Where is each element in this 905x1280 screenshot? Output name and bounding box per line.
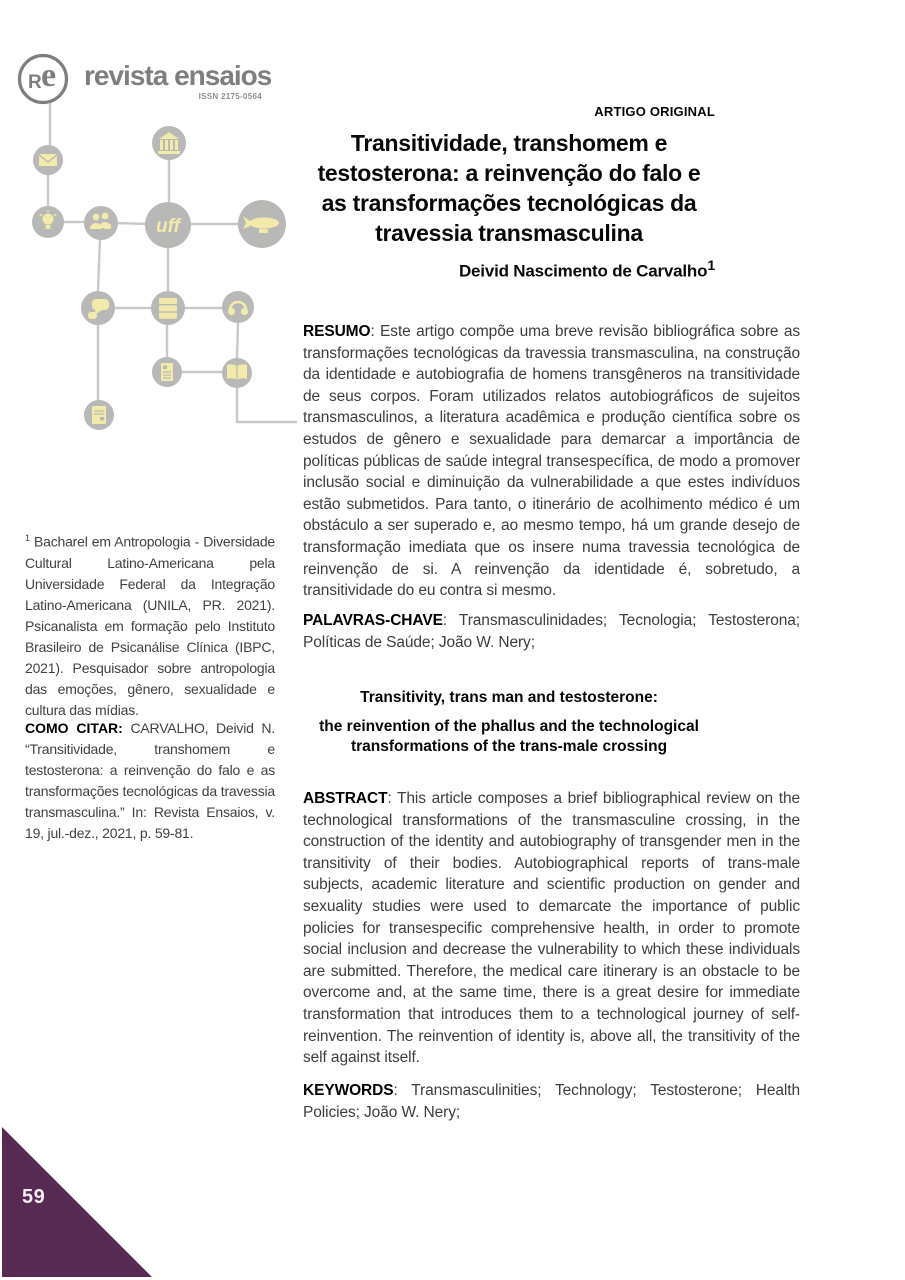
author-footnote (25, 528, 275, 721)
mail-icon (33, 145, 63, 175)
page-number: 59 (22, 1186, 46, 1208)
keywords-paragraph (303, 1080, 800, 1123)
footnote-text: Bacharel em Antropologia - Diversidade Cultural Latino-Americana pela Universidade Federal da Integração Latino-Americana (UNILA, PR. 2021). Psicanalista em formação pelo Instituto Brasileiro de Psicanálise Clínica (IBPC, 2021). Pesquisador sobre antropologia das emoções, gênero, sexualidade e cultura das mídias. (25, 533, 275, 718)
resumo-paragraph (303, 321, 800, 602)
title-en-line2: the reinvention of the phallus and the technological transformations of the trans-male crossing (319, 718, 699, 755)
open-book-icon (222, 358, 252, 388)
palavras-chave-paragraph (303, 610, 800, 653)
how-to-cite-label: COMO CITAR: (25, 720, 123, 736)
resumo-text: : Este artigo compõe uma breve revisão bibliográfica sobre as transformações tecnológicas da travessia transmasculina, na construção da identidade e autobiografia de homens transgêneros na transitividade de seus corpos. Foram utilizados relatos autobiográficos de sujeitos transmasculinos, a literatura acadêmica e produção científica sobre os estudos de gênero e sexualidade para demarcar a importância de políticas públicas de saúde integral transespecífica, de modo a promover inclusão social e diminuição da vulnerabilidade a que estes indivíduos estão submetidos. Para tanto, o itinerário de acolhimento médico é um obstáculo a ser superado e, ao mesmo tempo, há um grande desejo de transformação imediata que os insere numa travessia tecnológica de reinvenção de si. A reinvenção da identidade é, sobretudo, a transitividade do eu contra si mesmo. (303, 323, 800, 600)
logo-letter-e: e (41, 57, 57, 94)
svg-text:uff: uff (156, 216, 180, 237)
headphones-icon (222, 291, 254, 323)
how-to-cite (25, 718, 275, 844)
svg-text:R: R (28, 72, 42, 93)
title-en-line1: Transitivity, trans man and testosterone: (360, 689, 658, 706)
network-nodes (32, 126, 286, 430)
palavras-chave-label: PALAVRAS-CHAVE (303, 612, 443, 629)
card-icon (84, 400, 114, 430)
abstract-label: ABSTRACT (303, 790, 388, 807)
speech-bubbles-icon (81, 291, 115, 325)
book-stack-icon (151, 291, 185, 325)
author-name: Deivid Nascimento de Carvalho (458, 261, 708, 281)
author-footnote-ref: 1 (707, 258, 715, 274)
watermark-network-diagram (0, 98, 310, 563)
keywords-label: KEYWORDS (303, 1082, 394, 1099)
author-line (303, 258, 715, 282)
people-icon (84, 206, 118, 240)
abstract-text: : This article composes a brief bibliographical review on the technological transformations of the transmasculine crossing, in the construction of the identity and autobiography of transgender men in the transitivity of their bodies. Autobiographical reports of trans-male subjects, academic literature and scientific production on gender and sexuality studies were used to demarcate the importance of public policies for transespecific comprehensive health, in order to promote social inclusion and decrease the vulnerability to which these individuals are submitted. Therefore, the medical care itinerary is an obstacle to be overcome and, at the same time, there is a great desire for immediate transformation that introduces them to a technological journey of self-reinvention. The reinvention of identity is, above all, the transitivity of the self against itself. (303, 790, 800, 1067)
article-category-label: ARTIGO ORIGINAL (594, 104, 715, 119)
blimp-icon (238, 200, 286, 248)
palavras-chave-text: : Transmasculinidades; Tecnologia; Testosterona; Políticas de Saúde; João W. Nery; (303, 612, 800, 651)
how-to-cite-text: CARVALHO, Deivid N. “Transitividade, transhomem e testosterona: a reinvenção do falo e as transformações tecnológicas da travessia transmasculina.” In: Revista Ensaios, v. 19, jul.-dez., 2021, p. 59-81. (25, 720, 275, 841)
article-title-en (303, 688, 715, 757)
uff-logo (145, 202, 191, 248)
resumo-label: RESUMO (303, 323, 371, 340)
keywords-text: : Transmasculinities; Technology; Testosterone; Health Policies; João W. Nery; (303, 1082, 800, 1121)
footnote-marker: 1 (25, 533, 30, 543)
journal-issn: ISSN 2175-0564 (198, 92, 262, 101)
lightbulb-icon (32, 206, 64, 238)
abstract-paragraph (303, 788, 800, 1069)
bank-icon (152, 126, 186, 160)
newspaper-icon (152, 357, 182, 387)
journal-name: revista ensaios (84, 60, 272, 91)
article-title-pt: Transitividade, transhomem e testosterona: a reinvenção do falo e as transformações tecnológicas da travessia transmasculina (317, 130, 701, 246)
